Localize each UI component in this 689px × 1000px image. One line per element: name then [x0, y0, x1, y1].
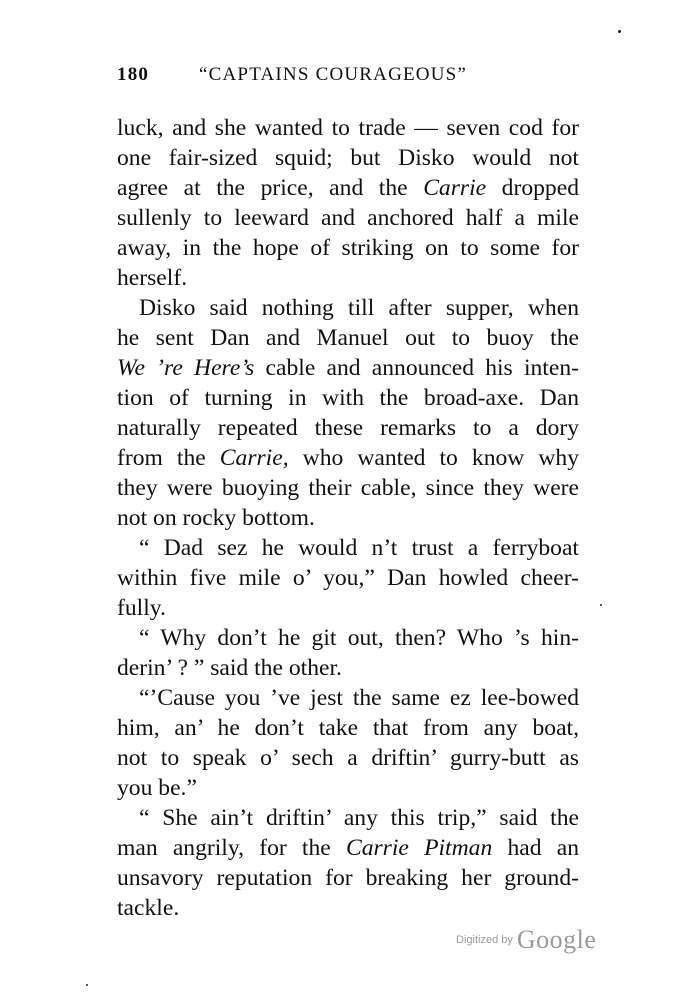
text-segment: dropped — [486, 175, 579, 201]
running-title: “CAPTAINS COURAGEOUS” — [199, 64, 468, 85]
italic-text: We ’re Here’s — [117, 355, 255, 381]
italic-text: Carrie Pitman — [345, 835, 493, 861]
text-segment: agree at the price, and the — [117, 175, 424, 201]
text-segment: sullenly to leeward and anchored half a mile — [117, 205, 579, 231]
text-line — [117, 263, 579, 293]
text-line — [117, 533, 579, 563]
text-segment: they were buoying their cable, since they were — [117, 475, 579, 501]
page-number: 180 — [117, 64, 150, 85]
text-segment: naturally repeated these remarks to a dory — [117, 415, 579, 441]
text-line — [117, 323, 579, 353]
text-segment: man angrily, for the — [117, 835, 346, 861]
scan-speck — [618, 30, 621, 33]
text-segment: who wanted to know why — [288, 445, 579, 471]
text-line — [117, 413, 579, 443]
text-line — [117, 893, 579, 923]
text-segment: had an — [492, 835, 579, 861]
italic-text: Carrie, — [219, 445, 289, 471]
text-line — [117, 473, 579, 503]
digitized-watermark — [456, 925, 596, 955]
text-line — [117, 653, 579, 683]
text-line — [117, 743, 579, 773]
italic-text: Carrie — [423, 175, 487, 201]
watermark-small-text: Digitized by — [456, 934, 513, 946]
text-line — [117, 623, 579, 653]
text-segment: “’Cause you ’ve jest the same ez lee-bowed — [139, 685, 579, 711]
text-line — [117, 773, 579, 803]
text-line — [117, 563, 579, 593]
text-segment: unsavory reputation for breaking her ground- — [117, 865, 579, 891]
text-line — [117, 863, 579, 893]
text-line — [117, 593, 579, 623]
text-line — [117, 173, 579, 203]
text-segment: him, an’ he don’t take that from any boat, — [117, 715, 579, 741]
running-head — [117, 64, 587, 94]
text-line — [117, 113, 579, 143]
body-text — [117, 113, 579, 923]
text-line — [117, 443, 579, 473]
text-line — [117, 713, 579, 743]
watermark-logo-text: Google — [516, 925, 597, 954]
text-segment: Disko said nothing till after supper, when — [139, 295, 579, 321]
text-segment: away, in the hope of striking on to some for — [117, 235, 579, 261]
text-segment: tion of turning in with the broad-axe. Dan — [117, 385, 579, 411]
text-segment: not on rocky bottom. — [117, 505, 315, 531]
scan-speck — [86, 984, 88, 986]
text-line — [117, 803, 579, 833]
text-line — [117, 503, 579, 533]
text-segment: “ Why don’t he git out, then? Who ’s hin- — [139, 625, 579, 651]
text-segment: you be.” — [117, 775, 197, 801]
text-segment: from the — [117, 445, 220, 471]
text-line — [117, 683, 579, 713]
text-line — [117, 293, 579, 323]
text-segment: he sent Dan and Manuel out to buoy the — [117, 325, 579, 351]
text-segment: “ Dad sez he would n’t trust a ferryboat — [139, 535, 579, 561]
text-segment: within five mile o’ you,” Dan howled cheer- — [117, 565, 579, 591]
scan-speck — [600, 604, 602, 606]
text-segment: fully. — [117, 595, 166, 621]
text-segment: cable and announced his inten- — [254, 355, 579, 381]
text-segment: one fair-sized squid; but Disko would not — [117, 145, 579, 171]
text-segment: not to speak o’ sech a driftin’ gurry-butt as — [117, 745, 579, 771]
text-segment: herself. — [117, 265, 188, 291]
text-line — [117, 383, 579, 413]
text-line — [117, 203, 579, 233]
text-segment: “ She ain’t driftin’ any this trip,” said the — [139, 805, 579, 831]
text-line — [117, 353, 579, 383]
text-line — [117, 143, 579, 173]
text-segment: tackle. — [117, 895, 180, 921]
text-line — [117, 833, 579, 863]
text-segment: derin’ ? ” said the other. — [117, 655, 342, 681]
text-line — [117, 233, 579, 263]
text-segment: luck, and she wanted to trade — seven cod for — [117, 115, 579, 141]
